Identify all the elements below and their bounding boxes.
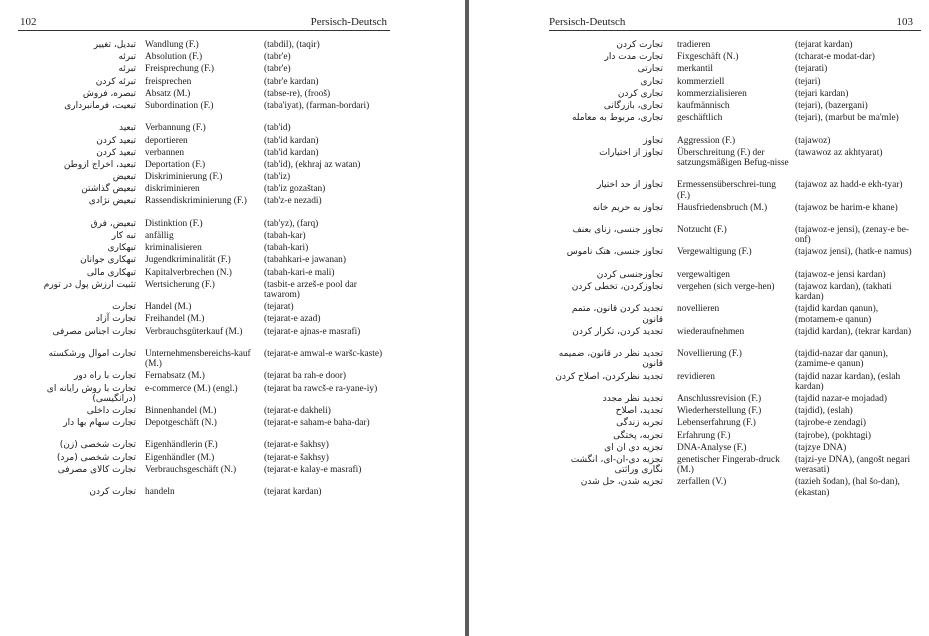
persian-term: تجارتی <box>637 64 663 75</box>
dictionary-entry <box>0 453 465 463</box>
transliteration: (tajdid), (eslah) <box>795 406 853 417</box>
persian-term: تجاری <box>640 76 663 87</box>
german-term: Aggression (F.) <box>677 135 736 146</box>
german-term: Erfahrung (F.) <box>677 430 731 441</box>
right-page <box>469 0 929 636</box>
transliteration: (tejarat-e kalay-e masrafi) <box>264 464 362 475</box>
transliteration: (tejarat-e ajnas-e masrafi) <box>264 326 361 337</box>
german-term: verbannen <box>145 147 185 158</box>
dictionary-entry <box>0 465 465 485</box>
german-term: Fernabsatz (M.) <box>145 371 205 382</box>
transliteration: (tejarat) <box>264 302 294 313</box>
page-number: 103 <box>896 16 913 28</box>
german-term: Verbrauchsgeschäft (N.) <box>145 464 237 475</box>
persian-term: تجاوز از حد اختیار <box>596 180 663 191</box>
dictionary-entry <box>469 394 929 404</box>
persian-term: تجدید، اصلاح <box>615 406 663 417</box>
german-term: geschäftlich <box>677 113 723 124</box>
persian-term: تجارت کردن <box>89 487 136 498</box>
transliteration: (tabah-kari) <box>264 243 309 254</box>
persian-term: تجارت با راه دور <box>74 371 136 382</box>
persian-term: تبعیض نژادی <box>88 196 136 207</box>
german-term: Verbannung (F.) <box>145 123 206 134</box>
dictionary-entry <box>0 123 465 133</box>
persian-term: تجاوز <box>643 135 663 146</box>
persian-term: تبعیت، فرمانبرداری <box>64 100 136 111</box>
persian-term: تجدید کردن، تکرار کردن <box>572 326 663 337</box>
german-term: Verbrauchsgüterkauf (M.) <box>145 326 243 337</box>
dictionary-entry <box>469 113 929 133</box>
persian-term: تجارت شخصی (مرد) <box>56 452 136 463</box>
persian-term: تبعید، اخراج ازوطن <box>63 159 136 170</box>
transliteration: (tajawoz-e jensi kardan) <box>795 269 886 280</box>
transliteration: (tejarat kardan) <box>795 40 853 50</box>
transliteration: (tejarati) <box>795 64 828 75</box>
transliteration: (tawawoz az akhtyarat) <box>795 147 883 158</box>
transliteration: (tabahkari-e jawanan) <box>264 255 346 266</box>
persian-term: تجاوزجنسی کردن <box>596 269 663 280</box>
transliteration: (tazieh šodan), (hal šo-dan), (ekastan) <box>795 477 900 498</box>
dictionary-entry <box>469 148 929 179</box>
transliteration: (tajdid kardan), (tekrar kardan) <box>795 326 912 337</box>
german-term: freisprechen <box>145 76 192 87</box>
persian-term: تجارت با روش رایانه ای (درانگیسی) <box>46 383 136 404</box>
header-rule <box>549 30 921 31</box>
persian-term: تجارت اموال ورشکسته <box>48 348 136 359</box>
persian-term: تبهکاری جوانان <box>80 255 136 266</box>
dictionary-entry <box>0 280 465 300</box>
transliteration: (tejari) <box>795 76 821 87</box>
dictionary-entry <box>469 52 929 62</box>
dictionary-entry <box>469 64 929 74</box>
persian-term: تجربه، پختگی <box>613 430 663 441</box>
persian-term: تجدید نظر مجدد <box>602 394 663 404</box>
transliteration: (tajawoz az hadd-e ekh-tyar) <box>795 180 903 191</box>
dictionary-entry <box>469 270 929 280</box>
dictionary-entry <box>0 243 465 253</box>
dictionary-entry <box>469 349 929 369</box>
german-term: handeln <box>145 487 175 498</box>
transliteration: (tejarat-e saham-e baha-dar) <box>264 418 370 429</box>
german-term: Ermessensüberschrei-tung (F.) <box>677 180 776 201</box>
german-term: Diskriminierung (F.) <box>145 172 223 183</box>
dictionary-entry <box>0 101 465 121</box>
german-term: kommerzialisieren <box>677 88 747 99</box>
transliteration: (tabah-kari-e mali) <box>264 267 335 278</box>
transliteration: (tabr'e kardan) <box>264 76 319 87</box>
transliteration: (tejarat kardan) <box>264 487 322 498</box>
persian-term: تبرئه <box>118 64 136 75</box>
german-term: Unternehmensbereichs-kauf (M.) <box>145 348 251 370</box>
dictionary-entry <box>0 384 465 404</box>
german-term: Subordination (F.) <box>145 100 214 111</box>
transliteration: (tejarat-e dakheli) <box>264 405 331 416</box>
dictionary-entry <box>469 180 929 200</box>
persian-term: تجارت <box>112 302 136 313</box>
persian-term: تجاری، مربوط به معامله <box>571 113 663 124</box>
transliteration: (tajzi-ye DNA), (angošt negari werasati) <box>795 454 911 476</box>
german-term: genetischer Fingerab-druck (M.) <box>677 454 780 476</box>
transliteration: (tabr'e) <box>264 52 291 63</box>
transliteration: (taba'iyat), (farman-bordari) <box>264 100 370 111</box>
german-term: Jugendkriminalität (F.) <box>145 255 231 266</box>
transliteration: (tab'iz gozaštan) <box>264 184 326 195</box>
persian-term: تجارت سهام بها دار <box>63 418 136 429</box>
transliteration: (tejari), (marbut be ma'mle) <box>795 113 899 124</box>
persian-term: تبهکاری مالی <box>86 267 136 278</box>
transliteration: (tabr'e) <box>264 64 291 75</box>
german-term: Hausfriedensbruch (M.) <box>677 202 768 213</box>
persian-term: تجدید نظرکردن، اصلاح کردن <box>555 371 663 382</box>
transliteration: (tajawoz jensi), (hatk-e namus) <box>795 247 912 258</box>
german-term: Eigenhändler (M.) <box>145 452 215 463</box>
dictionary-entry <box>0 231 465 241</box>
transliteration: (tejarat-e šakhsy) <box>264 452 329 463</box>
dictionary-entry <box>469 327 929 347</box>
persian-term: تجدید کردن قانون، متمم قانون <box>571 304 663 325</box>
transliteration: (tajzye DNA) <box>795 442 847 453</box>
dictionary-entry <box>469 101 929 111</box>
persian-term: تجارت داخلی <box>86 405 136 416</box>
transliteration: (tab'id kardan) <box>264 147 319 158</box>
persian-term: تبرئه <box>118 52 136 63</box>
german-term: anfällig <box>145 231 174 242</box>
persian-term: تجدید نظر در قانون، ضمیمه قانون <box>558 349 663 370</box>
dictionary-entry <box>0 219 465 229</box>
german-term: zerfallen (V.) <box>677 477 727 488</box>
german-term: DNA-Analyse (F.) <box>677 442 747 453</box>
persian-term: تبه کار <box>111 231 136 242</box>
german-term: Novellierung (F.) <box>677 349 742 360</box>
dictionary-entry <box>0 184 465 194</box>
german-term: Distinktion (F.) <box>145 218 203 229</box>
persian-term: تبعید کردن <box>96 147 136 158</box>
dictionary-entry <box>0 52 465 62</box>
persian-term: تبرئه کردن <box>95 76 136 87</box>
german-term: Deportation (F.) <box>145 159 206 170</box>
dictionary-entries <box>0 40 465 499</box>
transliteration: (tejarat ba rawcš-e ra-yane-iy) <box>264 383 378 394</box>
german-term: wiederaufnehmen <box>677 326 745 337</box>
transliteration: (tabdil), (taqir) <box>264 40 320 50</box>
dictionary-entry <box>0 64 465 74</box>
german-term: Eigenhändlerin (F.) <box>145 440 218 451</box>
transliteration: (tab'id), (ekhraj az watan) <box>264 159 361 170</box>
transliteration: (tajawoz be harim-e khane) <box>795 202 898 213</box>
transliteration: (tabah-kar) <box>264 231 306 242</box>
german-term: revidieren <box>677 371 715 382</box>
german-term: Freisprechung (F.) <box>145 64 215 75</box>
persian-term: تجزیه دی ان ای <box>604 442 663 453</box>
german-term: vergehen (sich verge-hen) <box>677 282 775 293</box>
transliteration: (tasbit-e arzeš-e pool dar tawarom) <box>264 279 357 300</box>
persian-term: تبعیض، فرق <box>90 218 136 229</box>
persian-term: تجاوز از اختیارات <box>599 147 663 158</box>
transliteration: (tabse-re), (frooš) <box>264 88 331 99</box>
persian-term: تجارت اجناس مصرفی <box>52 326 136 337</box>
persian-term: تبعیض <box>112 172 136 183</box>
german-term: Fixgeschäft (N.) <box>677 52 739 63</box>
dictionary-entry <box>469 418 929 428</box>
dictionary-entry <box>469 304 929 324</box>
german-term: Handel (M.) <box>145 302 192 313</box>
german-term: tradieren <box>677 40 711 50</box>
running-title: Persisch-Deutsch <box>310 16 387 28</box>
persian-term: تجارت مدت دار <box>604 52 663 63</box>
dictionary-entry <box>469 203 929 223</box>
dictionary-entry <box>0 349 465 369</box>
german-term: kommerziell <box>677 76 725 87</box>
persian-term: تجارت کالای مصرفی <box>57 464 136 475</box>
dictionary-entry <box>0 160 465 170</box>
dictionary-entry <box>469 431 929 441</box>
german-term: vergewaltigen <box>677 269 730 280</box>
dictionary-entry <box>0 255 465 265</box>
transliteration: (tajawoz) <box>795 135 831 146</box>
dictionary-entry <box>0 40 465 50</box>
persian-term: تجاوزکردن، تخطی کردن <box>571 282 663 293</box>
persian-term: تجزیه دی-ان-ای، انگشت نگاری وراثتی <box>570 454 663 476</box>
transliteration: (tab'yz), (farq) <box>264 218 319 229</box>
dictionary-entry <box>0 196 465 216</box>
dictionary-entry <box>469 247 929 267</box>
persian-term: تجارت آزاد <box>95 314 136 325</box>
german-term: Kapitalverbrechen (N.) <box>145 267 232 278</box>
dictionary-entry <box>0 327 465 347</box>
german-term: Wandlung (F.) <box>145 40 199 50</box>
german-term: Wertsicherung (F.) <box>145 279 215 290</box>
german-term: Binnenhandel (M.) <box>145 405 217 416</box>
persian-term: تجاوز جنسی، هتک ناموس <box>566 247 663 258</box>
transliteration: (tajawoz-e jensi), (zenay-e be-onf) <box>795 225 909 246</box>
dictionary-entry <box>469 77 929 87</box>
dictionary-entry <box>469 443 929 453</box>
transliteration: (tajawoz kardan), (takhati kardan) <box>795 282 892 303</box>
persian-term: تجزیه شدن، حل شدن <box>580 477 663 488</box>
german-term: Notzucht (F.) <box>677 225 727 236</box>
dictionary-entry <box>0 77 465 87</box>
persian-term: تجارت کردن <box>616 40 663 50</box>
dictionary-entry <box>0 148 465 158</box>
header-rule <box>18 30 390 31</box>
german-term: e-commerce (M.) (engl.) <box>145 383 238 394</box>
dictionary-entry <box>0 440 465 450</box>
persian-term: تبعید <box>118 123 136 134</box>
german-term: Überschreitung (F.) der satzungsmäßigen Befug-nisse <box>677 147 789 168</box>
transliteration: (tejarat ba rah-e door) <box>264 371 346 382</box>
dictionary-entry <box>0 371 465 381</box>
german-term: Wiederherstellung (F.) <box>677 406 762 417</box>
transliteration: (tajdid-nazar dar qanun), (zamime-e qanun) <box>795 349 888 370</box>
dictionary-entry <box>0 418 465 438</box>
german-term: novellieren <box>677 304 720 315</box>
german-term: Rassendiskriminierung (F.) <box>145 196 247 207</box>
dictionary-entry <box>0 268 465 278</box>
german-term: deportieren <box>145 135 188 146</box>
persian-term: تثبیت ارزش پول در تورم <box>43 279 136 290</box>
transliteration: (tajdid nazar-e mojadad) <box>795 394 887 404</box>
german-term: kriminalisieren <box>145 243 202 254</box>
persian-term: تبعیض گذاشتن <box>81 184 136 195</box>
german-term: merkantil <box>677 64 713 75</box>
persian-term: تجارت شخصی (زن) <box>59 440 136 451</box>
transliteration: (tejari kardan) <box>795 88 849 99</box>
dictionary-entry <box>469 40 929 50</box>
persian-term: تجاوز جنسی، زنای بعنف <box>572 225 663 236</box>
dictionary-entry <box>0 314 465 324</box>
german-term: Freihandel (M.) <box>145 314 205 325</box>
dictionary-entry <box>469 136 929 146</box>
transliteration: (tcharat-e modat-dar) <box>795 52 875 63</box>
transliteration: (tajdid kardan qanun), (motamem-e qanun) <box>795 304 879 325</box>
dictionary-entry <box>0 406 465 416</box>
transliteration: (tab'iz) <box>264 172 291 183</box>
dictionary-entry <box>469 372 929 392</box>
persian-term: تبهکاری <box>107 243 136 254</box>
persian-term: تجاری، بازرگانی <box>603 100 663 111</box>
dictionary-entry <box>469 225 929 245</box>
running-title: Persisch-Deutsch <box>549 16 626 28</box>
dictionary-entry <box>469 455 929 475</box>
dictionary-entry <box>469 89 929 99</box>
page-number: 102 <box>20 16 37 28</box>
transliteration: (tab'z-e nezadi) <box>264 196 322 207</box>
german-term: diskriminieren <box>145 184 200 195</box>
dictionary-entry <box>0 136 465 146</box>
transliteration: (tejarat-e azad) <box>264 314 321 325</box>
persian-term: تجاوز به حریم خانه <box>592 202 663 213</box>
transliteration: (tejarat-e amwal-e waršc-kaste) <box>264 348 383 359</box>
dictionary-entry <box>469 406 929 416</box>
persian-term: تبدیل، تغییر <box>93 40 136 50</box>
german-term: Depotgeschäft (N.) <box>145 418 217 429</box>
german-term: Absatz (M.) <box>145 88 191 99</box>
transliteration: (tejarat-e šakhsy) <box>264 440 329 451</box>
dictionary-entries <box>469 40 929 500</box>
transliteration: (tab'id) <box>264 123 291 134</box>
dictionary-entry <box>469 477 929 497</box>
german-term: Anschlussrevision (F.) <box>677 394 762 404</box>
dictionary-entry <box>0 89 465 99</box>
dictionary-entry <box>0 302 465 312</box>
dictionary-entry <box>469 282 929 302</box>
transliteration: (tab'id kardan) <box>264 135 319 146</box>
persian-term: تبصره، فروش <box>82 88 136 99</box>
persian-term: تجربه زندگی <box>616 418 663 429</box>
dictionary-entry <box>0 172 465 182</box>
german-term: Absolution (F.) <box>145 52 203 63</box>
persian-term: تبعید کردن <box>96 135 136 146</box>
german-term: Lebenserfahrung (F.) <box>677 418 756 429</box>
transliteration: (tajrobe), (pokhtagi) <box>795 430 872 441</box>
german-term: Vergewaltigung (F.) <box>677 247 752 258</box>
transliteration: (tejari), (bazergani) <box>795 100 868 111</box>
transliteration: (tajdid nazar kardan), (eslah kardan) <box>795 371 901 392</box>
german-term: kaufmännisch <box>677 100 730 111</box>
transliteration: (tajrobe-e zendagi) <box>795 418 867 429</box>
persian-term: تجاری کردن <box>617 88 663 99</box>
dictionary-entry <box>0 487 465 497</box>
